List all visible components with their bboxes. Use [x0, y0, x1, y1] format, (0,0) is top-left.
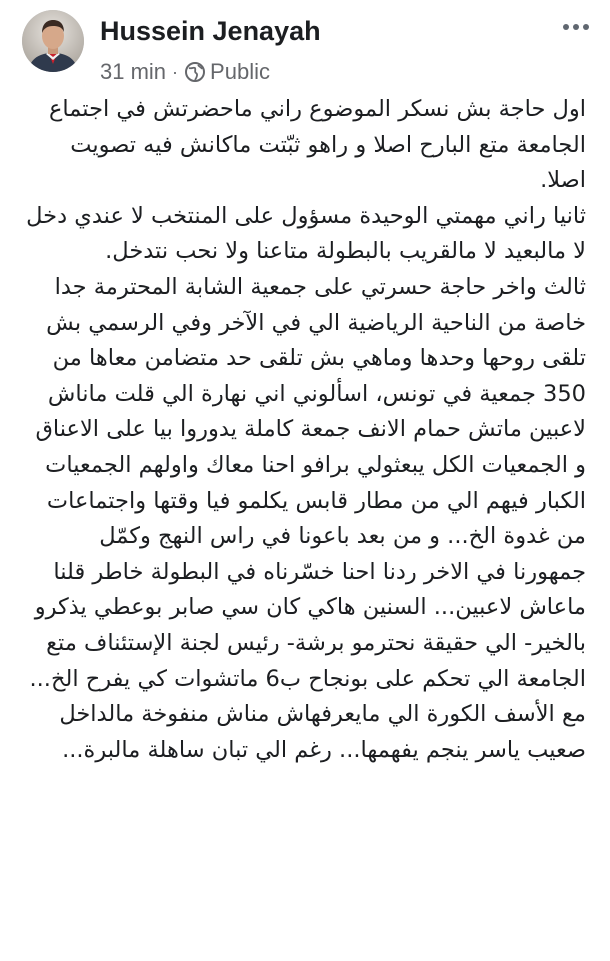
- privacy-label[interactable]: Public: [210, 59, 270, 84]
- post-body: [22, 92, 586, 768]
- post-meta: [100, 58, 270, 86]
- post-paragraph-1: اول حاجة بش نسكر الموضوع راني ماحضرتش في اجتماع الجامعة متع البارح اصلا و راهو ثبّتت ماكانش فيه تصويت اصلا.: [48, 96, 586, 194]
- post-paragraph-4: مع الأسف الكورة الي مايعرفهاش مناش منفوخة مالداخل صعيب ياسر ينجم يفهمها... رغم الي تبان ساهلة مالبرة...: [59, 701, 586, 763]
- more-horizontal-icon: [563, 24, 569, 30]
- more-horizontal-icon-dot: [583, 24, 589, 30]
- post-paragraph-3: ثالث واخر حاجة حسرتي على جمعية الشابة المحترمة جدا خاصة من الناحية الرياضية الي في الآخر وفي الرسمي بش تلقى روحها وحدها وماهي بش تلقى حد متضامن معاها من 350 جمعية في تونس، اسألوني اني نهارة الي قلت ماناش لاعبين ماتش حمام الانف جمعة كاملة يدوروا بيا على الاعناق و الجمعيات الكل يبعثولي برافو احنا معاك واولهم الجمعيات الكبار فيهم الي من مطار قابس يكلمو فيا وقتها واجتماعات من غدوة الخ... و من بعد باعونا في راس النهج وكمّل جمهورنا في الاخر ردنا احنا خسّرناه في البطولة خاطر قلنا ماعاش لاعبين... السنين هاكي كان سي صابر بوعطي يذكرو بالخير- الي حقيقة نحترمو برشة- رئيس لجنة الإستئناف متع الجامعة الي تحكم على بونجاح ب6 ماتشوات كي يفرح الخ...: [29, 273, 586, 692]
- post-paragraph-2: ثانيا راني مهمتي الوحيدة مسؤول على المنتخب لا عندي دخل لا مالبعيد لا مالقريب بالبطولة متاعنا ولا نحب نتدخل.: [26, 202, 586, 265]
- post-timestamp[interactable]: 31 min: [100, 59, 167, 84]
- meta-separator: ·: [172, 61, 179, 82]
- more-horizontal-icon-dot: [573, 24, 579, 30]
- author-name[interactable]: Hussein Jenayah: [100, 16, 321, 46]
- author-avatar[interactable]: [22, 10, 84, 72]
- globe-icon[interactable]: [184, 61, 206, 83]
- more-options-button[interactable]: [556, 12, 596, 42]
- avatar-photo-icon: [22, 10, 84, 72]
- post-header: [0, 0, 610, 90]
